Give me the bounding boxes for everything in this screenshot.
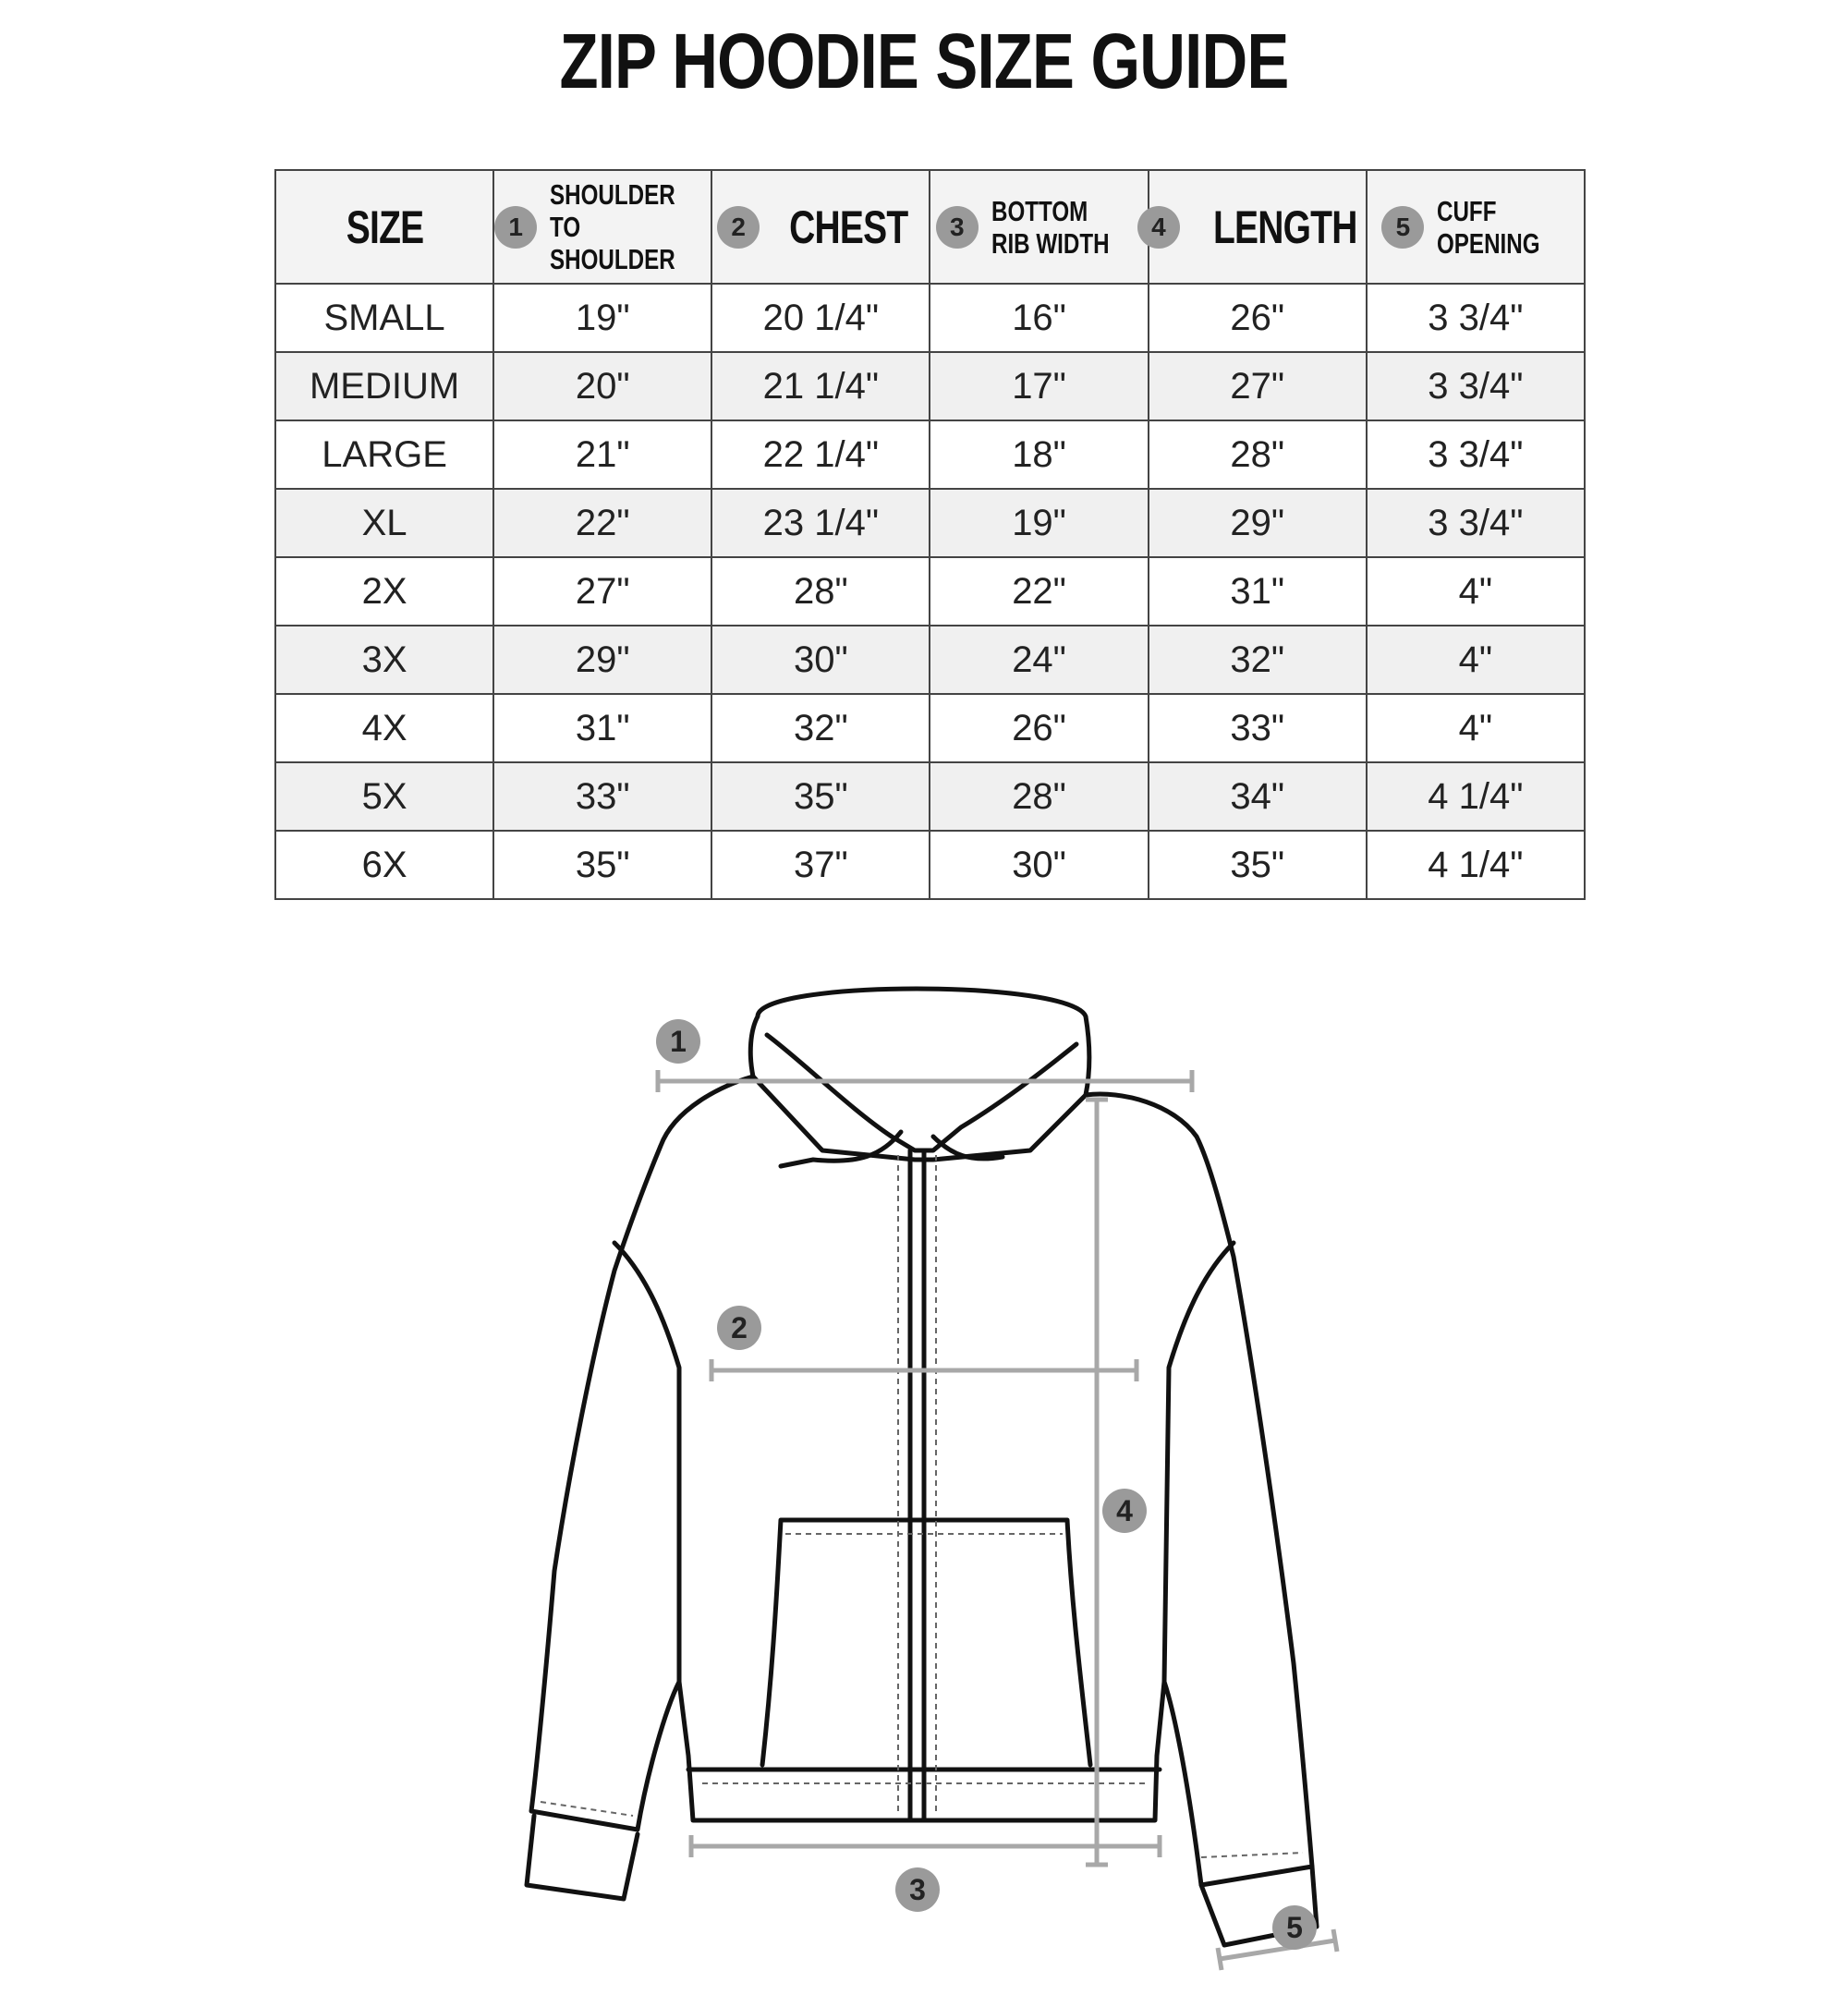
svg-text:4: 4: [1116, 1494, 1133, 1527]
hoodie-diagram: [0, 961, 1848, 2007]
marker-badge-5: 5: [1381, 206, 1424, 249]
table-cell: 34": [1149, 762, 1367, 831]
table-row: [275, 626, 1585, 694]
table-cell: 4": [1367, 626, 1585, 694]
header-size: [275, 170, 493, 284]
header-cuff: [1367, 170, 1585, 284]
table-cell: 21": [493, 420, 711, 489]
header-bottom-rib: [930, 170, 1148, 284]
measure-line-3: [691, 1835, 1160, 1857]
table-cell: 32": [711, 694, 930, 762]
table-cell: 31": [493, 694, 711, 762]
table-cell: 26": [1149, 284, 1367, 352]
header-shoulder: [493, 170, 711, 284]
table-cell: 23 1/4": [711, 489, 930, 557]
table-cell: 26": [930, 694, 1148, 762]
table-cell: 18": [930, 420, 1148, 489]
table-cell: 6X: [275, 831, 493, 899]
table-cell: 29": [1149, 489, 1367, 557]
table-cell: LARGE: [275, 420, 493, 489]
size-table: [274, 169, 1586, 900]
header-label: BOTTOM RIB WIDTH: [991, 194, 1110, 260]
measure-line-1: [658, 1070, 1192, 1092]
table-row: [275, 420, 1585, 489]
marker-2: [717, 1306, 761, 1350]
marker-badge-4: 4: [1137, 206, 1180, 249]
table-cell: 33": [493, 762, 711, 831]
table-cell: 20 1/4": [711, 284, 930, 352]
table-cell: 21 1/4": [711, 352, 930, 420]
table-cell: 4": [1367, 694, 1585, 762]
table-cell: 28": [930, 762, 1148, 831]
table-row: [275, 489, 1585, 557]
table-cell: 24": [930, 626, 1148, 694]
table-cell: 3 3/4": [1367, 420, 1585, 489]
table-cell: 35": [711, 762, 930, 831]
header-length: [1149, 170, 1367, 284]
table-cell: 17": [930, 352, 1148, 420]
marker-badge-1: 1: [494, 206, 537, 249]
marker-badge-2: 2: [717, 206, 760, 249]
header-chest: [711, 170, 930, 284]
table-cell: 28": [711, 557, 930, 626]
table-cell: 3X: [275, 626, 493, 694]
header-label: CUFF OPENING: [1437, 194, 1540, 260]
table-row: [275, 557, 1585, 626]
table-cell: 30": [930, 831, 1148, 899]
table-cell: 3 3/4": [1367, 284, 1585, 352]
table-cell: 16": [930, 284, 1148, 352]
table-cell: 28": [1149, 420, 1367, 489]
zipper: [910, 1150, 924, 1820]
table-row: [275, 831, 1585, 899]
table-cell: 37": [711, 831, 930, 899]
table-cell: 27": [493, 557, 711, 626]
table-cell: 4 1/4": [1367, 762, 1585, 831]
table-cell: 33": [1149, 694, 1367, 762]
marker-4: [1102, 1489, 1147, 1533]
table-cell: 29": [493, 626, 711, 694]
header-label: SHOULDER TO SHOULDER: [550, 178, 675, 275]
table-cell: 20": [493, 352, 711, 420]
table-cell: 22": [930, 557, 1148, 626]
right-sleeve-seam: [1164, 1243, 1234, 1682]
table-cell: XL: [275, 489, 493, 557]
table-cell: 2X: [275, 557, 493, 626]
table-cell: SMALL: [275, 284, 493, 352]
page-title: ZIP HOODIE SIZE GUIDE: [559, 18, 1289, 104]
marker-1: [656, 1019, 700, 1064]
marker-3: [895, 1867, 940, 1912]
table-cell: 4": [1367, 557, 1585, 626]
svg-text:2: 2: [731, 1311, 748, 1344]
table-cell: 35": [493, 831, 711, 899]
table-cell: 22": [493, 489, 711, 557]
table-cell: 5X: [275, 762, 493, 831]
svg-text:1: 1: [670, 1025, 687, 1058]
table-cell: 3 3/4": [1367, 352, 1585, 420]
marker-5: [1272, 1905, 1317, 1950]
table-cell: 19": [493, 284, 711, 352]
table-cell: 30": [711, 626, 930, 694]
left-sleeve-seam: [614, 1243, 679, 1682]
marker-badge-3: 3: [936, 206, 979, 249]
hood-inner: [767, 1035, 1076, 1150]
table-row: [275, 694, 1585, 762]
table-row: [275, 352, 1585, 420]
svg-text:5: 5: [1286, 1911, 1303, 1944]
table-row: [275, 284, 1585, 352]
drawstring-left: [781, 1132, 901, 1166]
header-label: CHEST: [789, 201, 908, 253]
header-label: SIZE: [346, 201, 423, 253]
table-cell: 22 1/4": [711, 420, 930, 489]
header-label: LENGTH: [1212, 201, 1357, 253]
table-header-row: [275, 170, 1585, 284]
table-cell: 4 1/4": [1367, 831, 1585, 899]
table-cell: 32": [1149, 626, 1367, 694]
table-cell: 31": [1149, 557, 1367, 626]
table-cell: 4X: [275, 694, 493, 762]
svg-text:3: 3: [909, 1873, 926, 1906]
table-cell: 35": [1149, 831, 1367, 899]
table-cell: 27": [1149, 352, 1367, 420]
table-cell: 3 3/4": [1367, 489, 1585, 557]
table-cell: MEDIUM: [275, 352, 493, 420]
table-row: [275, 762, 1585, 831]
table-cell: 19": [930, 489, 1148, 557]
